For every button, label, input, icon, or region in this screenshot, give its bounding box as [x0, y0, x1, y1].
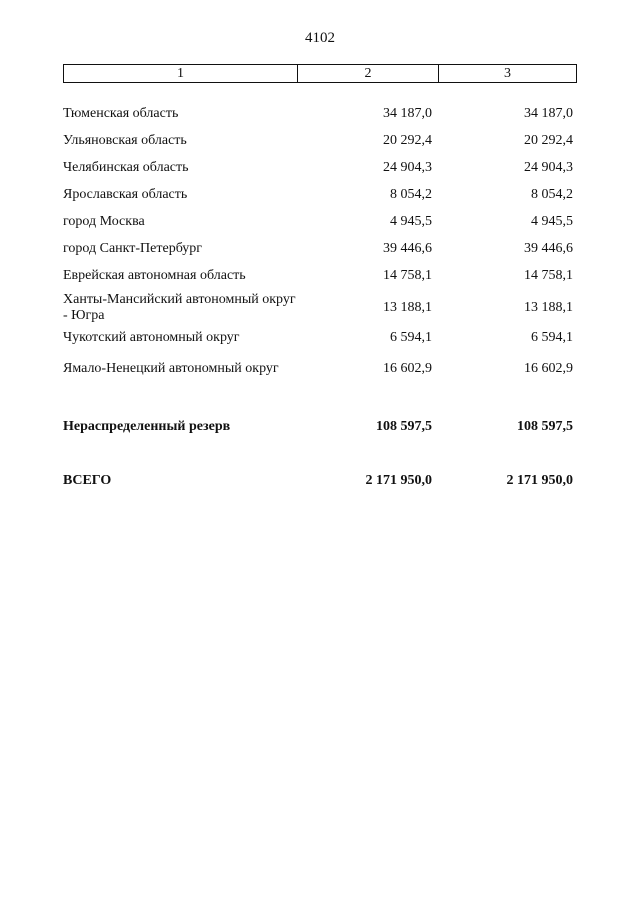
total-label: ВСЕГО [63, 473, 112, 488]
value-col3: 14 758,1 [524, 268, 573, 283]
value-col2: 20 292,4 [383, 133, 432, 148]
region-name: Тюменская область [63, 106, 179, 121]
value-col3: 16 602,9 [524, 361, 573, 376]
table-row [63, 104, 577, 124]
total-value-col3: 2 171 950,0 [506, 473, 573, 488]
region-name: Чукотский автономный округ [63, 330, 240, 345]
table-row [63, 185, 577, 205]
value-col3: 8 054,2 [531, 187, 573, 202]
reserve-row [63, 417, 577, 437]
value-col3: 24 904,3 [524, 160, 573, 175]
value-col2: 34 187,0 [383, 106, 432, 121]
value-col3: 34 187,0 [524, 106, 573, 121]
page-number: 4102 [305, 30, 335, 46]
value-col3: 20 292,4 [524, 133, 573, 148]
value-col2: 6 594,1 [390, 330, 432, 345]
value-col2: 8 054,2 [390, 187, 432, 202]
table-row [63, 212, 577, 232]
reserve-value-col2: 108 597,5 [376, 419, 432, 434]
table-row [63, 328, 577, 348]
column-header-2: 2 [298, 65, 439, 82]
value-col2: 14 758,1 [383, 268, 432, 283]
reserve-value-col3: 108 597,5 [517, 419, 573, 434]
value-col2: 24 904,3 [383, 160, 432, 175]
column-header-row [63, 64, 577, 83]
value-col2: 13 188,1 [383, 300, 432, 315]
value-col3: 4 945,5 [531, 214, 573, 229]
region-name: Челябинская область [63, 160, 189, 175]
table-row [63, 351, 577, 387]
region-name: Еврейская автономная область [63, 268, 246, 283]
value-col3: 39 446,6 [524, 241, 573, 256]
value-col2: 16 602,9 [383, 361, 432, 376]
value-col2: 39 446,6 [383, 241, 432, 256]
region-name: Ханты-Мансийский автономный округ - Югра [63, 292, 296, 323]
table-row [63, 290, 577, 326]
column-header-1: 1 [64, 65, 298, 82]
region-name: Ямало-Ненецкий автономный округ [63, 361, 279, 376]
reserve-label: Нераспределенный резерв [63, 419, 231, 434]
value-col3: 13 188,1 [524, 300, 573, 315]
region-name: город Санкт-Петербург [63, 241, 203, 256]
region-name: Ярославская область [63, 187, 188, 202]
column-header-3: 3 [504, 65, 511, 81]
table-row [63, 131, 577, 151]
region-name: город Москва [63, 214, 145, 229]
region-name: Ульяновская область [63, 133, 187, 148]
table-row [63, 266, 577, 286]
table-row [63, 158, 577, 178]
table-row [63, 239, 577, 259]
total-value-col2: 2 171 950,0 [365, 473, 432, 488]
total-row [63, 471, 577, 491]
value-col2: 4 945,5 [390, 214, 432, 229]
value-col3: 6 594,1 [531, 330, 573, 345]
